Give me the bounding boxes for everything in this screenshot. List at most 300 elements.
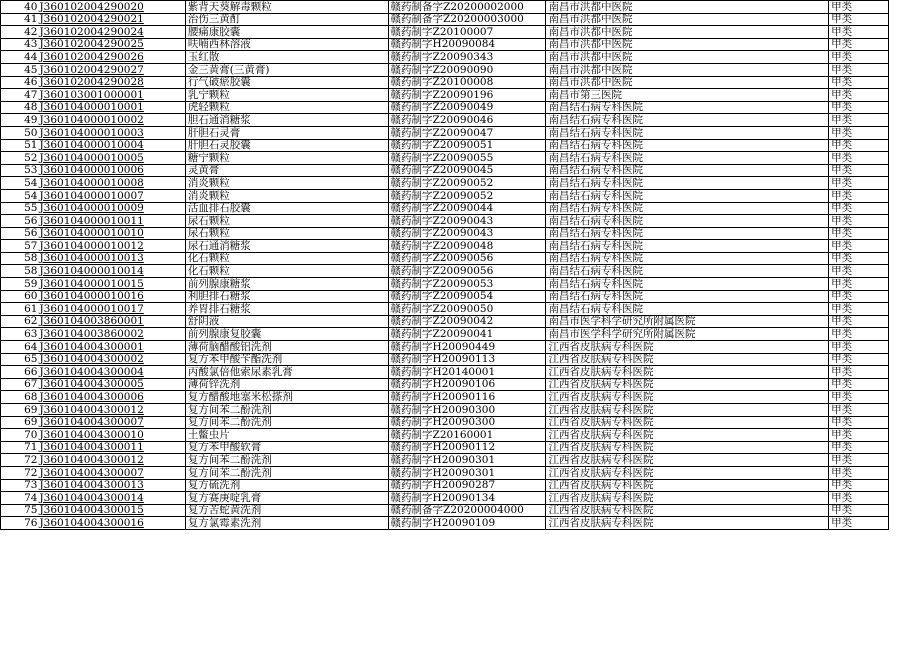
empty-cell bbox=[889, 63, 915, 76]
row-number[interactable]: 62 bbox=[1, 315, 39, 328]
approval-number[interactable]: 赣药制备字Z20200002000 bbox=[388, 1, 546, 14]
institution-name[interactable]: 江西省皮肤病专科医院 bbox=[546, 429, 829, 442]
preparation-name[interactable]: 化石颗粒 bbox=[185, 252, 388, 265]
category-label[interactable]: 甲类 bbox=[829, 227, 889, 240]
item-code[interactable]: J360102004290028 bbox=[38, 76, 185, 89]
institution-name[interactable]: 南昌市医学科学研究所附属医院 bbox=[546, 328, 829, 341]
institution-name[interactable]: 南昌市洪都中医院 bbox=[546, 38, 829, 51]
institution-name[interactable]: 南昌结石病专科医院 bbox=[546, 240, 829, 253]
item-code[interactable]: J360104000010013 bbox=[38, 252, 185, 265]
table-row bbox=[1, 51, 915, 64]
table-row bbox=[1, 466, 915, 479]
institution-name[interactable]: 南昌市洪都中医院 bbox=[546, 63, 829, 76]
row-number[interactable]: 54 bbox=[1, 189, 39, 202]
approval-number[interactable]: 赣药制字H20090300 bbox=[388, 416, 546, 429]
preparation-name[interactable]: 复方硫洗剂 bbox=[185, 479, 388, 492]
preparation-name[interactable]: 前列腺康复胶囊 bbox=[185, 328, 388, 341]
table-row bbox=[1, 378, 915, 391]
approval-number[interactable]: 赣药制字Z20090051 bbox=[388, 139, 546, 152]
row-number[interactable]: 56 bbox=[1, 215, 39, 228]
institution-name[interactable]: 江西省皮肤病专科医院 bbox=[546, 492, 829, 505]
row-number[interactable]: 50 bbox=[1, 126, 39, 139]
approval-number[interactable]: 赣药制字Z20100008 bbox=[388, 76, 546, 89]
row-number[interactable]: 44 bbox=[1, 51, 39, 64]
approval-number[interactable]: 赣药制字Z20090196 bbox=[388, 89, 546, 102]
approval-number[interactable]: 赣药制字H20090109 bbox=[388, 517, 546, 530]
row-number[interactable]: 71 bbox=[1, 441, 39, 454]
preparation-name[interactable]: 复方氯霉素洗剂 bbox=[185, 517, 388, 530]
category-label[interactable]: 甲类 bbox=[829, 139, 889, 152]
category-label[interactable]: 甲类 bbox=[829, 341, 889, 354]
approval-number[interactable]: 赣药制字Z20090047 bbox=[388, 126, 546, 139]
row-number[interactable]: 70 bbox=[1, 429, 39, 442]
approval-number[interactable]: 赣药制字Z20090043 bbox=[388, 215, 546, 228]
preparation-name[interactable]: 薄荷锌洗剂 bbox=[185, 378, 388, 391]
item-code[interactable]: J360104000010002 bbox=[38, 114, 185, 127]
preparation-name[interactable]: 复方赛庚啶乳膏 bbox=[185, 492, 388, 505]
category-label[interactable]: 甲类 bbox=[829, 202, 889, 215]
item-code[interactable]: J360104000010017 bbox=[38, 303, 185, 316]
preparation-name[interactable]: 灵黄膏 bbox=[185, 164, 388, 177]
preparation-name[interactable]: 治伤三黄酊 bbox=[185, 13, 388, 26]
category-label[interactable]: 甲类 bbox=[829, 454, 889, 467]
institution-name[interactable]: 江西省皮肤病专科医院 bbox=[546, 517, 829, 530]
approval-number[interactable]: 赣药制字H20140001 bbox=[388, 366, 546, 379]
preparation-name[interactable]: 肝胆石灵胶囊 bbox=[185, 139, 388, 152]
institution-name[interactable]: 江西省皮肤病专科医院 bbox=[546, 416, 829, 429]
item-code[interactable]: J360102004290021 bbox=[38, 13, 185, 26]
approval-number[interactable]: 赣药制字Z20090055 bbox=[388, 152, 546, 165]
preparation-name[interactable]: 前列腺康糖浆 bbox=[185, 278, 388, 291]
approval-number[interactable]: 赣药制字Z20090056 bbox=[388, 252, 546, 265]
item-code[interactable]: J360102004290020 bbox=[38, 1, 185, 14]
row-number[interactable]: 64 bbox=[1, 341, 39, 354]
row-number[interactable]: 66 bbox=[1, 366, 39, 379]
institution-name[interactable]: 江西省皮肤病专科医院 bbox=[546, 391, 829, 404]
institution-name[interactable]: 南昌结石病专科医院 bbox=[546, 164, 829, 177]
empty-cell bbox=[889, 366, 915, 379]
category-label[interactable]: 甲类 bbox=[829, 404, 889, 417]
item-code[interactable]: J360104004300007 bbox=[38, 416, 185, 429]
row-number[interactable]: 72 bbox=[1, 454, 39, 467]
table-row bbox=[1, 139, 915, 152]
item-code[interactable]: J360104004300012 bbox=[38, 454, 185, 467]
empty-cell bbox=[889, 252, 915, 265]
preparation-name[interactable]: 虎轻颗粒 bbox=[185, 101, 388, 114]
approval-number[interactable]: 赣药制字Z20090041 bbox=[388, 328, 546, 341]
category-label[interactable]: 甲类 bbox=[829, 290, 889, 303]
institution-name[interactable]: 南昌结石病专科医院 bbox=[546, 227, 829, 240]
institution-name[interactable]: 南昌结石病专科医院 bbox=[546, 126, 829, 139]
item-code[interactable]: J360102004290026 bbox=[38, 51, 185, 64]
category-label[interactable]: 甲类 bbox=[829, 441, 889, 454]
table-row bbox=[1, 315, 915, 328]
category-label[interactable]: 甲类 bbox=[829, 328, 889, 341]
approval-number[interactable]: 赣药制字H20090287 bbox=[388, 479, 546, 492]
institution-name[interactable]: 江西省皮肤病专科医院 bbox=[546, 504, 829, 517]
item-code[interactable]: J360104000010006 bbox=[38, 164, 185, 177]
category-label[interactable]: 甲类 bbox=[829, 215, 889, 228]
item-code[interactable]: J360104003860001 bbox=[38, 315, 185, 328]
approval-number[interactable]: 赣药制字Z20090046 bbox=[388, 114, 546, 127]
category-label[interactable]: 甲类 bbox=[829, 101, 889, 114]
category-label[interactable]: 甲类 bbox=[829, 89, 889, 102]
approval-number[interactable]: 赣药制字H20090301 bbox=[388, 466, 546, 479]
category-label[interactable]: 甲类 bbox=[829, 114, 889, 127]
preparation-name[interactable]: 消炎颗粒 bbox=[185, 177, 388, 190]
approval-number[interactable]: 赣药制字Z20090053 bbox=[388, 278, 546, 291]
table-body bbox=[1, 1, 915, 530]
institution-name[interactable]: 南昌结石病专科医院 bbox=[546, 202, 829, 215]
item-code[interactable]: J360104004300002 bbox=[38, 353, 185, 366]
item-code[interactable]: J360104000010003 bbox=[38, 126, 185, 139]
category-label[interactable]: 甲类 bbox=[829, 164, 889, 177]
row-number[interactable]: 73 bbox=[1, 479, 39, 492]
institution-name[interactable]: 江西省皮肤病专科医院 bbox=[546, 366, 829, 379]
row-number[interactable]: 41 bbox=[1, 13, 39, 26]
approval-number[interactable]: 赣药制字Z20160001 bbox=[388, 429, 546, 442]
approval-number[interactable]: 赣药制字Z20090052 bbox=[388, 177, 546, 190]
category-label[interactable]: 甲类 bbox=[829, 265, 889, 278]
approval-number[interactable]: 赣药制字Z20090049 bbox=[388, 101, 546, 114]
institution-name[interactable]: 南昌市洪都中医院 bbox=[546, 13, 829, 26]
empty-cell bbox=[889, 265, 915, 278]
approval-number[interactable]: 赣药制字H20090112 bbox=[388, 441, 546, 454]
item-code[interactable]: J360104004300015 bbox=[38, 504, 185, 517]
category-label[interactable]: 甲类 bbox=[829, 76, 889, 89]
institution-name[interactable]: 南昌结石病专科医院 bbox=[546, 101, 829, 114]
item-code[interactable]: J360102004290025 bbox=[38, 38, 185, 51]
row-number[interactable]: 47 bbox=[1, 89, 39, 102]
category-label[interactable]: 甲类 bbox=[829, 38, 889, 51]
item-code[interactable]: J360104004300004 bbox=[38, 366, 185, 379]
table-row bbox=[1, 441, 915, 454]
category-label[interactable]: 甲类 bbox=[829, 504, 889, 517]
row-number[interactable]: 68 bbox=[1, 391, 39, 404]
preparation-name[interactable]: 复方间苯二酚洗剂 bbox=[185, 454, 388, 467]
empty-cell bbox=[889, 492, 915, 505]
item-code[interactable]: J360104004300016 bbox=[38, 517, 185, 530]
institution-name[interactable]: 南昌结石病专科医院 bbox=[546, 303, 829, 316]
category-label[interactable]: 甲类 bbox=[829, 378, 889, 391]
empty-cell bbox=[889, 114, 915, 127]
category-label[interactable]: 甲类 bbox=[829, 416, 889, 429]
item-code[interactable]: J360104004300014 bbox=[38, 492, 185, 505]
category-label[interactable]: 甲类 bbox=[829, 315, 889, 328]
row-number[interactable]: 58 bbox=[1, 265, 39, 278]
institution-name[interactable]: 南昌结石病专科医院 bbox=[546, 114, 829, 127]
row-number[interactable]: 42 bbox=[1, 26, 39, 39]
table-row bbox=[1, 89, 915, 102]
category-label[interactable]: 甲类 bbox=[829, 252, 889, 265]
table-row bbox=[1, 341, 915, 354]
preparation-name[interactable]: 尿石通消糖浆 bbox=[185, 240, 388, 253]
item-code[interactable]: J360104000010001 bbox=[38, 101, 185, 114]
table-row bbox=[1, 517, 915, 530]
category-label[interactable]: 甲类 bbox=[829, 189, 889, 202]
category-label[interactable]: 甲类 bbox=[829, 429, 889, 442]
preparation-name[interactable]: 紫背天葵解毒颗粒 bbox=[185, 1, 388, 14]
empty-cell bbox=[889, 517, 915, 530]
preparation-name[interactable]: 金三黄膏(三黄膏) bbox=[185, 63, 388, 76]
approval-number[interactable]: 赣药制字H20090134 bbox=[388, 492, 546, 505]
row-number[interactable]: 69 bbox=[1, 404, 39, 417]
approval-number[interactable]: 赣药制字Z20090048 bbox=[388, 240, 546, 253]
item-code[interactable]: J360104004300007 bbox=[38, 466, 185, 479]
item-code[interactable]: J360104004300012 bbox=[38, 404, 185, 417]
institution-name[interactable]: 江西省皮肤病专科医院 bbox=[546, 441, 829, 454]
category-label[interactable]: 甲类 bbox=[829, 51, 889, 64]
row-number[interactable]: 52 bbox=[1, 152, 39, 165]
preparation-name[interactable]: 复方苦蛇黄洗剂 bbox=[185, 504, 388, 517]
approval-number[interactable]: 赣药制字H20090300 bbox=[388, 404, 546, 417]
empty-cell bbox=[889, 454, 915, 467]
institution-name[interactable]: 江西省皮肤病专科医院 bbox=[546, 378, 829, 391]
approval-number[interactable]: 赣药制备字Z20200003000 bbox=[388, 13, 546, 26]
preparation-name[interactable]: 行气破瘀胶囊 bbox=[185, 76, 388, 89]
approval-number[interactable]: 赣药制字H20090116 bbox=[388, 391, 546, 404]
empty-cell bbox=[889, 139, 915, 152]
empty-cell bbox=[889, 504, 915, 517]
item-code[interactable]: J360103001000001 bbox=[38, 89, 185, 102]
row-number[interactable]: 60 bbox=[1, 290, 39, 303]
institution-name[interactable]: 南昌结石病专科医院 bbox=[546, 265, 829, 278]
institution-name[interactable]: 南昌结石病专科医院 bbox=[546, 152, 829, 165]
empty-cell bbox=[889, 13, 915, 26]
preparation-name[interactable]: 活血排石胶囊 bbox=[185, 202, 388, 215]
institution-name[interactable]: 南昌市洪都中医院 bbox=[546, 26, 829, 39]
preparation-name[interactable]: 利胆排石糖浆 bbox=[185, 290, 388, 303]
preparation-name[interactable]: 舒阴液 bbox=[185, 315, 388, 328]
approval-number[interactable]: 赣药制字H20090106 bbox=[388, 378, 546, 391]
item-code[interactable]: J360104004300001 bbox=[38, 341, 185, 354]
row-number[interactable]: 67 bbox=[1, 378, 39, 391]
item-code[interactable]: J360102004290024 bbox=[38, 26, 185, 39]
approval-number[interactable]: 赣药制字Z20090043 bbox=[388, 227, 546, 240]
preparation-name[interactable]: 乳宁颗粒 bbox=[185, 89, 388, 102]
row-number[interactable]: 57 bbox=[1, 240, 39, 253]
institution-name[interactable]: 南昌结石病专科医院 bbox=[546, 252, 829, 265]
item-code[interactable]: J360104000010008 bbox=[38, 177, 185, 190]
institution-name[interactable]: 江西省皮肤病专科医院 bbox=[546, 341, 829, 354]
table-row bbox=[1, 114, 915, 127]
empty-cell bbox=[889, 328, 915, 341]
empty-cell bbox=[889, 26, 915, 39]
row-number[interactable]: 40 bbox=[1, 1, 39, 14]
preparation-name[interactable]: 薄荷脑醋酸铝洗剂 bbox=[185, 341, 388, 354]
item-code[interactable]: J360104000010011 bbox=[38, 215, 185, 228]
institution-name[interactable]: 南昌结石病专科医院 bbox=[546, 177, 829, 190]
category-label[interactable]: 甲类 bbox=[829, 26, 889, 39]
row-number[interactable]: 43 bbox=[1, 38, 39, 51]
table-row bbox=[1, 391, 915, 404]
approval-number[interactable]: 赣药制字Z20100007 bbox=[388, 26, 546, 39]
category-label[interactable]: 甲类 bbox=[829, 13, 889, 26]
table-row bbox=[1, 404, 915, 417]
empty-cell bbox=[889, 164, 915, 177]
institution-name[interactable]: 南昌市洪都中医院 bbox=[546, 51, 829, 64]
item-code[interactable]: J360104000010015 bbox=[38, 278, 185, 291]
approval-number[interactable]: 赣药制字Z20090056 bbox=[388, 265, 546, 278]
preparation-name[interactable]: 丙酸氯倍他索尿素乳膏 bbox=[185, 366, 388, 379]
row-number[interactable]: 65 bbox=[1, 353, 39, 366]
institution-name[interactable]: 南昌结石病专科医院 bbox=[546, 139, 829, 152]
category-label[interactable]: 甲类 bbox=[829, 517, 889, 530]
preparation-name[interactable]: 腰痛康胶囊 bbox=[185, 26, 388, 39]
preparation-name[interactable]: 复方间苯二酚洗剂 bbox=[185, 466, 388, 479]
row-number[interactable]: 55 bbox=[1, 202, 39, 215]
institution-name[interactable]: 南昌结石病专科医院 bbox=[546, 189, 829, 202]
table-row bbox=[1, 416, 915, 429]
approval-number[interactable]: 赣药制字H20090084 bbox=[388, 38, 546, 51]
table-row bbox=[1, 492, 915, 505]
item-code[interactable]: J360104000010007 bbox=[38, 189, 185, 202]
preparation-name[interactable]: 复方醋酸地塞米松搽剂 bbox=[185, 391, 388, 404]
table-row bbox=[1, 429, 915, 442]
table-row bbox=[1, 479, 915, 492]
table-row bbox=[1, 215, 915, 228]
row-number[interactable]: 72 bbox=[1, 466, 39, 479]
row-number[interactable]: 49 bbox=[1, 114, 39, 127]
approval-number[interactable]: 赣药制备字Z20200004000 bbox=[388, 504, 546, 517]
approval-number[interactable]: 赣药制字Z20090044 bbox=[388, 202, 546, 215]
row-number[interactable]: 56 bbox=[1, 227, 39, 240]
empty-cell bbox=[889, 341, 915, 354]
empty-cell bbox=[889, 303, 915, 316]
approval-number[interactable]: 赣药制字Z20090090 bbox=[388, 63, 546, 76]
institution-name[interactable]: 江西省皮肤病专科医院 bbox=[546, 353, 829, 366]
preparation-name[interactable]: 复方间苯二酚洗剂 bbox=[185, 404, 388, 417]
row-number[interactable]: 53 bbox=[1, 164, 39, 177]
preparation-name[interactable]: 玉红散 bbox=[185, 51, 388, 64]
preparation-name[interactable]: 化石颗粒 bbox=[185, 265, 388, 278]
empty-cell bbox=[889, 315, 915, 328]
category-label[interactable]: 甲类 bbox=[829, 152, 889, 165]
category-label[interactable]: 甲类 bbox=[829, 492, 889, 505]
table-row bbox=[1, 454, 915, 467]
category-label[interactable]: 甲类 bbox=[829, 303, 889, 316]
institution-name[interactable]: 江西省皮肤病专科医院 bbox=[546, 454, 829, 467]
category-label[interactable]: 甲类 bbox=[829, 466, 889, 479]
table-row bbox=[1, 366, 915, 379]
institution-name[interactable]: 南昌市医学科学研究所附属医院 bbox=[546, 315, 829, 328]
table-row bbox=[1, 13, 915, 26]
institution-name[interactable]: 南昌结石病专科医院 bbox=[546, 290, 829, 303]
category-label[interactable]: 甲类 bbox=[829, 353, 889, 366]
empty-cell bbox=[889, 378, 915, 391]
item-code[interactable]: J360104003860002 bbox=[38, 328, 185, 341]
approval-number[interactable]: 赣药制字Z20090343 bbox=[388, 51, 546, 64]
category-label[interactable]: 甲类 bbox=[829, 479, 889, 492]
item-code[interactable]: J360104000010010 bbox=[38, 227, 185, 240]
institution-name[interactable]: 南昌结石病专科医院 bbox=[546, 278, 829, 291]
institution-name[interactable]: 南昌市第三医院 bbox=[546, 89, 829, 102]
category-label[interactable]: 甲类 bbox=[829, 278, 889, 291]
preparation-name[interactable]: 胆石通消糖浆 bbox=[185, 114, 388, 127]
item-code[interactable]: J360104000010014 bbox=[38, 265, 185, 278]
preparation-name[interactable]: 土鳖虫片 bbox=[185, 429, 388, 442]
category-label[interactable]: 甲类 bbox=[829, 240, 889, 253]
row-number[interactable]: 58 bbox=[1, 252, 39, 265]
table-row bbox=[1, 38, 915, 51]
category-label[interactable]: 甲类 bbox=[829, 366, 889, 379]
item-code[interactable]: J360104004300006 bbox=[38, 391, 185, 404]
row-number[interactable]: 74 bbox=[1, 492, 39, 505]
row-number[interactable]: 75 bbox=[1, 504, 39, 517]
institution-name[interactable]: 南昌市洪都中医院 bbox=[546, 1, 829, 14]
preparation-name[interactable]: 糖宁颗粒 bbox=[185, 152, 388, 165]
table-row bbox=[1, 265, 915, 278]
table-row bbox=[1, 240, 915, 253]
approval-number[interactable]: 赣药制字Z20090052 bbox=[388, 189, 546, 202]
item-code[interactable]: J360104004300010 bbox=[38, 429, 185, 442]
item-code[interactable]: J360104000010016 bbox=[38, 290, 185, 303]
category-label[interactable]: 甲类 bbox=[829, 126, 889, 139]
category-label[interactable]: 甲类 bbox=[829, 63, 889, 76]
approval-number[interactable]: 赣药制字Z20090054 bbox=[388, 290, 546, 303]
item-code[interactable]: J360104004300013 bbox=[38, 479, 185, 492]
preparation-name[interactable]: 消炎颗粒 bbox=[185, 189, 388, 202]
preparation-name[interactable]: 复方苯甲酸软膏 bbox=[185, 441, 388, 454]
preparation-name[interactable]: 尿石颗粒 bbox=[185, 215, 388, 228]
empty-cell bbox=[889, 76, 915, 89]
approval-number[interactable]: 赣药制字H20090113 bbox=[388, 353, 546, 366]
empty-cell bbox=[889, 189, 915, 202]
institution-name[interactable]: 南昌结石病专科医院 bbox=[546, 215, 829, 228]
preparation-name[interactable]: 肝胆石灵膏 bbox=[185, 126, 388, 139]
institution-name[interactable]: 江西省皮肤病专科医院 bbox=[546, 466, 829, 479]
preparation-name[interactable]: 养胃排石糖浆 bbox=[185, 303, 388, 316]
preparation-name[interactable]: 复方苯甲酸苄酯洗剂 bbox=[185, 353, 388, 366]
row-number[interactable]: 63 bbox=[1, 328, 39, 341]
item-code[interactable]: J360104000010005 bbox=[38, 152, 185, 165]
institution-name[interactable]: 南昌市洪都中医院 bbox=[546, 76, 829, 89]
approval-number[interactable]: 赣药制字Z20090042 bbox=[388, 315, 546, 328]
table-row bbox=[1, 353, 915, 366]
item-code[interactable]: J360104000010004 bbox=[38, 139, 185, 152]
approval-number[interactable]: 赣药制字H20090449 bbox=[388, 341, 546, 354]
approval-number[interactable]: 赣药制字Z20090045 bbox=[388, 164, 546, 177]
preparation-name[interactable]: 尿石颗粒 bbox=[185, 227, 388, 240]
row-number[interactable]: 76 bbox=[1, 517, 39, 530]
table-row bbox=[1, 227, 915, 240]
row-number[interactable]: 46 bbox=[1, 76, 39, 89]
item-code[interactable]: J360102004290027 bbox=[38, 63, 185, 76]
preparation-name[interactable]: 复方间苯二酚洗剂 bbox=[185, 416, 388, 429]
item-code[interactable]: J360104000010009 bbox=[38, 202, 185, 215]
row-number[interactable]: 59 bbox=[1, 278, 39, 291]
row-number[interactable]: 48 bbox=[1, 101, 39, 114]
row-number[interactable]: 51 bbox=[1, 139, 39, 152]
table-row bbox=[1, 290, 915, 303]
empty-cell bbox=[889, 101, 915, 114]
preparation-name[interactable]: 呋喃西林溶液 bbox=[185, 38, 388, 51]
row-number[interactable]: 54 bbox=[1, 177, 39, 190]
row-number[interactable]: 69 bbox=[1, 416, 39, 429]
approval-number[interactable]: 赣药制字Z20090050 bbox=[388, 303, 546, 316]
item-code[interactable]: J360104000010012 bbox=[38, 240, 185, 253]
category-label[interactable]: 甲类 bbox=[829, 391, 889, 404]
item-code[interactable]: J360104004300011 bbox=[38, 441, 185, 454]
item-code[interactable]: J360104004300005 bbox=[38, 378, 185, 391]
row-number[interactable]: 61 bbox=[1, 303, 39, 316]
institution-name[interactable]: 江西省皮肤病专科医院 bbox=[546, 404, 829, 417]
category-label[interactable]: 甲类 bbox=[829, 1, 889, 14]
category-label[interactable]: 甲类 bbox=[829, 177, 889, 190]
approval-number[interactable]: 赣药制字H20090301 bbox=[388, 454, 546, 467]
institution-name[interactable]: 江西省皮肤病专科医院 bbox=[546, 479, 829, 492]
row-number[interactable]: 45 bbox=[1, 63, 39, 76]
